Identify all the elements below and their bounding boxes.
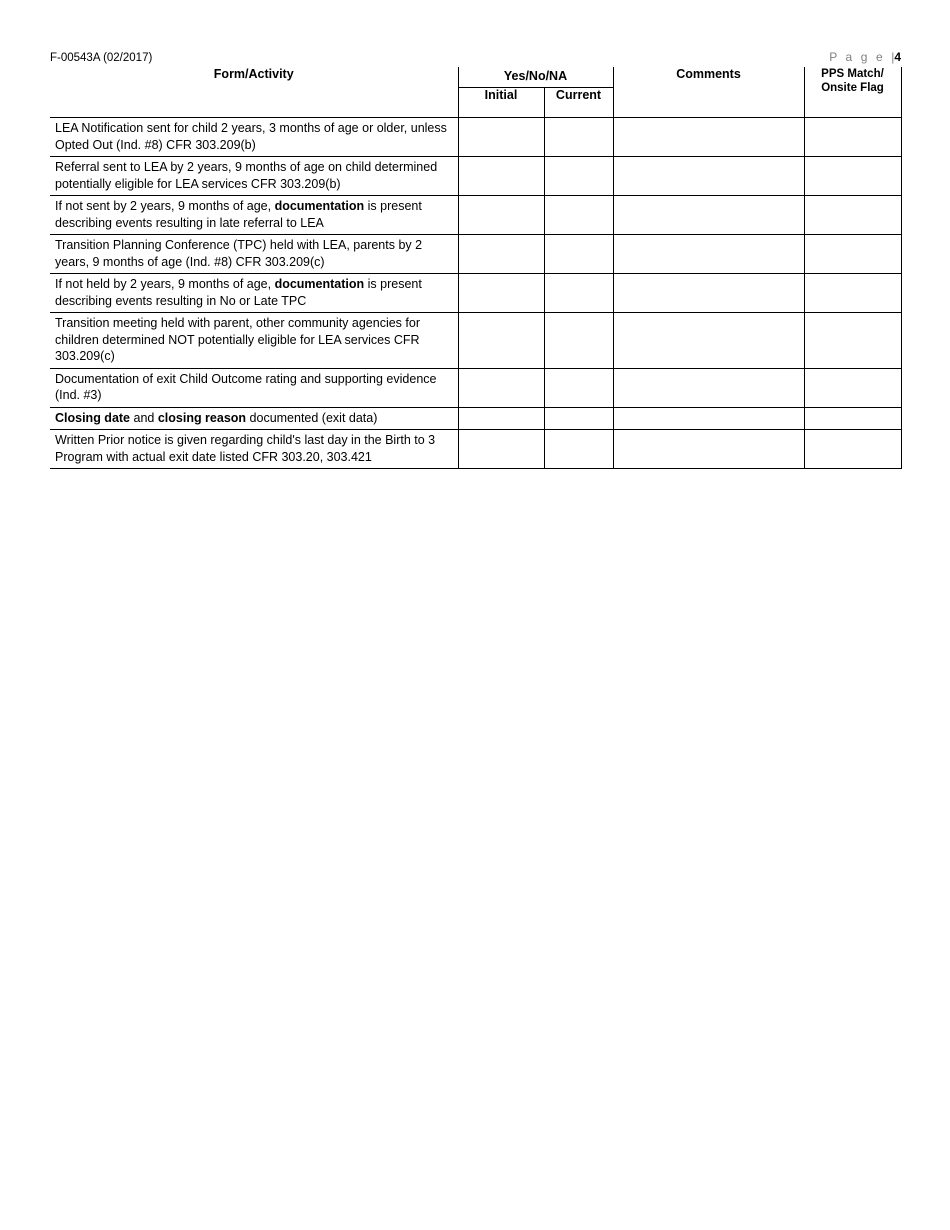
column-header-yes-no-na: [458, 67, 613, 88]
table-row: [50, 430, 901, 469]
page-label: P a g e: [829, 50, 892, 64]
column-header-yes-no-na-label: Yes/No/NA: [503, 69, 568, 83]
running-header: [50, 50, 901, 64]
column-header-form-activity-label: Form/Activity: [213, 67, 294, 81]
header-row-top: [50, 67, 901, 88]
page-indicator: [829, 50, 901, 64]
table-row: [50, 274, 901, 313]
cell-comments-lea-notification[interactable]: [613, 118, 804, 157]
table-row: [50, 368, 901, 407]
table-header: [50, 67, 901, 118]
cell-current-transition-meeting-not-eligible[interactable]: [544, 313, 613, 369]
cell-current-referral-sent-to-lea[interactable]: [544, 157, 613, 196]
cell-comments-referral-sent-to-lea[interactable]: [613, 157, 804, 196]
table-row: [50, 235, 901, 274]
cell-pps-flag-late-referral-documentation[interactable]: [804, 196, 901, 235]
cell-form-activity-referral-sent-to-lea: [50, 157, 458, 196]
cell-initial-late-referral-documentation[interactable]: [458, 196, 544, 235]
form-activity-text: If not held by 2 years, 9 months of age, documentation is present describing events resulting in No or Late TPC: [55, 277, 422, 308]
cell-initial-referral-sent-to-lea[interactable]: [458, 157, 544, 196]
cell-current-lea-notification[interactable]: [544, 118, 613, 157]
column-header-current-label: Current: [555, 88, 602, 102]
cell-initial-lea-notification[interactable]: [458, 118, 544, 157]
page-separator: |: [891, 50, 895, 64]
cell-current-exit-child-outcome-rating[interactable]: [544, 368, 613, 407]
column-header-pps-line2: Onsite Flag: [821, 82, 884, 94]
column-header-initial-label: Initial: [484, 88, 518, 102]
form-activity-text: Written Prior notice is given regarding child's last day in the Birth to 3 Program with actual exit date listed CFR 303.20, 303.421: [55, 433, 436, 464]
column-header-current: [544, 88, 613, 118]
column-header-initial: [458, 88, 544, 118]
cell-comments-written-prior-notice[interactable]: [613, 430, 804, 469]
cell-initial-written-prior-notice[interactable]: [458, 430, 544, 469]
cell-pps-flag-transition-planning-conference[interactable]: [804, 235, 901, 274]
cell-comments-exit-child-outcome-rating[interactable]: [613, 368, 804, 407]
table-row: [50, 157, 901, 196]
cell-pps-flag-referral-sent-to-lea[interactable]: [804, 157, 901, 196]
form-activity-text: Documentation of exit Child Outcome rating and supporting evidence (Ind. #3): [55, 371, 437, 402]
document-code: F-00543A (02/2017): [50, 52, 153, 64]
cell-pps-flag-lea-notification[interactable]: [804, 118, 901, 157]
cell-current-late-referral-documentation[interactable]: [544, 196, 613, 235]
cell-comments-transition-meeting-not-eligible[interactable]: [613, 313, 804, 369]
cell-pps-flag-exit-child-outcome-rating[interactable]: [804, 368, 901, 407]
cell-comments-closing-date-and-reason[interactable]: [613, 407, 804, 430]
form-activity-text: If not sent by 2 years, 9 months of age, documentation is present describing events resulting in late referral to LEA: [55, 199, 422, 230]
table-row: [50, 313, 901, 369]
form-activity-text: LEA Notification sent for child 2 years, 3 months of age or older, unless Opted Out (Ind. #8) CFR 303.209(b): [55, 121, 447, 152]
cell-form-activity-transition-planning-conference: [50, 235, 458, 274]
column-header-pps-lines: [805, 67, 901, 97]
cell-current-closing-date-and-reason[interactable]: [544, 407, 613, 430]
cell-initial-transition-planning-conference[interactable]: [458, 235, 544, 274]
cell-current-no-or-late-tpc-documentation[interactable]: [544, 274, 613, 313]
cell-form-activity-closing-date-and-reason: [50, 407, 458, 430]
form-activity-text: Transition meeting held with parent, other community agencies for children determined NOT potentially eligible for LEA services CFR 303.209(c): [55, 316, 420, 363]
form-activity-text: Referral sent to LEA by 2 years, 9 months of age on child determined potentially eligible for LEA services CFR 303.209(b): [55, 160, 438, 191]
cell-pps-flag-no-or-late-tpc-documentation[interactable]: [804, 274, 901, 313]
table-row: [50, 407, 901, 430]
column-header-pps-line1: PPS Match/: [821, 68, 884, 80]
cell-form-activity-no-or-late-tpc-documentation: [50, 274, 458, 313]
table-row: [50, 196, 901, 235]
cell-form-activity-transition-meeting-not-eligible: [50, 313, 458, 369]
form-activity-text: Closing date and closing reason documented (exit data): [55, 410, 378, 425]
column-header-pps-match-onsite-flag: [804, 67, 901, 118]
transition-checklist-table: [50, 67, 902, 469]
cell-initial-no-or-late-tpc-documentation[interactable]: [458, 274, 544, 313]
form-activity-text: Transition Planning Conference (TPC) held with LEA, parents by 2 years, 9 months of age (Ind. #8) CFR 303.209(c): [55, 238, 423, 269]
table-row: [50, 118, 901, 157]
column-header-comments-label: Comments: [676, 67, 741, 81]
cell-pps-flag-written-prior-notice[interactable]: [804, 430, 901, 469]
table-body: [50, 118, 901, 469]
cell-initial-transition-meeting-not-eligible[interactable]: [458, 313, 544, 369]
cell-form-activity-lea-notification: [50, 118, 458, 157]
column-header-form-activity: [50, 67, 458, 118]
cell-form-activity-late-referral-documentation: [50, 196, 458, 235]
page-number: 4: [894, 50, 901, 64]
cell-form-activity-written-prior-notice: [50, 430, 458, 469]
cell-current-transition-planning-conference[interactable]: [544, 235, 613, 274]
cell-initial-closing-date-and-reason[interactable]: [458, 407, 544, 430]
column-header-comments: [613, 67, 804, 118]
cell-pps-flag-transition-meeting-not-eligible[interactable]: [804, 313, 901, 369]
cell-form-activity-exit-child-outcome-rating: [50, 368, 458, 407]
cell-comments-late-referral-documentation[interactable]: [613, 196, 804, 235]
cell-comments-no-or-late-tpc-documentation[interactable]: [613, 274, 804, 313]
cell-pps-flag-closing-date-and-reason[interactable]: [804, 407, 901, 430]
cell-current-written-prior-notice[interactable]: [544, 430, 613, 469]
cell-comments-transition-planning-conference[interactable]: [613, 235, 804, 274]
cell-initial-exit-child-outcome-rating[interactable]: [458, 368, 544, 407]
